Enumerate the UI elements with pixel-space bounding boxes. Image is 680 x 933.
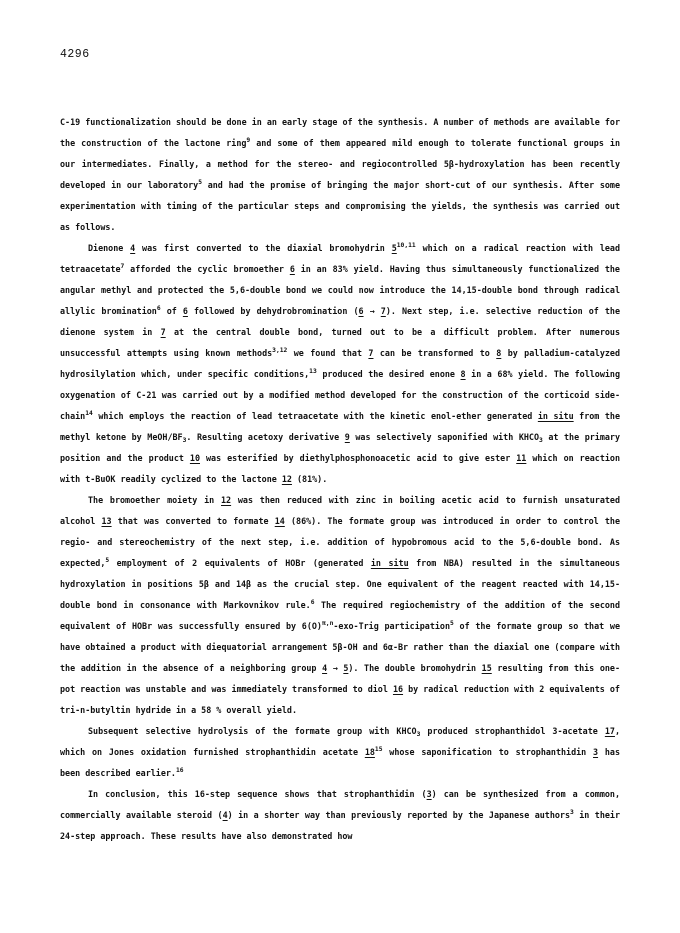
compound-number: 5 xyxy=(391,243,397,253)
compound-number: 7 xyxy=(160,327,166,337)
text-segment: produced strophanthidol 3-acetate xyxy=(420,726,605,736)
compound-number: 16 xyxy=(392,684,404,694)
compound-number: 3 xyxy=(593,747,599,757)
compound-number: 12 xyxy=(281,474,292,484)
compound-number: 10 xyxy=(189,453,200,463)
in-situ-term: in situ xyxy=(537,411,574,421)
text-segment: can be transformed to xyxy=(373,348,497,358)
text-segment: (81%). xyxy=(291,474,328,484)
paragraph-5 xyxy=(60,784,620,847)
text-segment: (86%). The formate group was introduced in order to control the regio- and stereochemistry of the next step, i.e. addition of hypobromous acid to the 5,6-double bond. As expected, xyxy=(60,516,621,568)
text-segment: from the methyl ketone by MeOH/BF xyxy=(60,411,620,442)
text-segment: The bromoether moiety in xyxy=(88,495,221,505)
text-segment: . Resulting acetoxy derivative xyxy=(186,432,345,442)
compound-number: 8 xyxy=(460,369,466,379)
paragraph-1 xyxy=(60,112,620,238)
text-segment: Dienone xyxy=(88,243,131,253)
text-segment: produced the desired enone xyxy=(316,369,461,379)
reference-marker: 5 xyxy=(198,179,202,186)
reference-marker: 7 xyxy=(120,263,125,270)
text-segment: by palladium-catalyzed hydrosilylation which, under specific conditions, xyxy=(60,348,620,379)
text-segment: The required regiochemistry of the addition of the second equivalent of HOBr was successfully ensured by 6(O) xyxy=(60,600,620,631)
reference-marker: 10,11 xyxy=(396,242,416,249)
text-segment: which on reaction with t-BuOK readily cyclized to the lactone xyxy=(60,453,620,484)
reference-marker: 5 xyxy=(450,620,454,627)
reference-marker: 15 xyxy=(374,746,383,753)
reference-marker: 14 xyxy=(85,410,93,417)
compound-number: 4 xyxy=(130,243,136,253)
reference-marker: 9 xyxy=(246,137,251,144)
text-segment: that was converted to formate xyxy=(111,516,275,526)
reference-marker: 6 xyxy=(310,599,315,606)
text-segment: ) can be synthesized from a common, commercially available steroid ( xyxy=(60,789,621,820)
text-segment: has been described earlier. xyxy=(60,747,620,778)
reference-marker: 16 xyxy=(175,767,184,774)
text-segment: and had the promise of bringing the major short-cut of our synthesis. After some experimentation with timing of the particular steps and compromising the yields, the synthesis was carried out as follows. xyxy=(60,180,621,232)
text-segment: In conclusion, this 16-step sequence shows that strophanthidin ( xyxy=(88,789,427,799)
formula-subscript: 3 xyxy=(416,731,421,738)
reference-marker: 5 xyxy=(105,557,110,564)
text-segment: ) in a shorter way than previously reported by the Japanese authors xyxy=(227,810,570,820)
text-segment: which employs the reaction of lead tetraacetate with the kinetic enol-ether generated xyxy=(92,411,538,421)
compound-number: 18 xyxy=(364,747,375,757)
text-segment: at the primary position and the product xyxy=(60,432,620,463)
text-segment: in their 24-step approach. These results have also demonstrated how xyxy=(60,810,620,841)
text-segment: of the formate group so that we have obtained a product with diequatorial arrangement 5β-OH and 6α-Br rather than the diaxial one (compare with the addition in the absence of a neighboring group xyxy=(60,621,620,673)
text-segment: afforded the cyclic bromoether xyxy=(124,264,290,274)
compound-number: 9 xyxy=(344,432,350,442)
formula-subscript: 3 xyxy=(182,437,187,444)
text-segment: of xyxy=(160,306,183,316)
page-number: 4296 xyxy=(60,48,90,61)
compound-number: 17 xyxy=(604,726,615,736)
compound-number: 7 xyxy=(368,348,374,358)
compound-number: 15 xyxy=(481,663,492,673)
compound-number: 6 xyxy=(358,306,364,316)
reference-marker: 3 xyxy=(570,809,574,816)
text-segment: C-19 functionalization should be done in an early stage of the synthesis. A number of methods are available for the construction of the lactone ring xyxy=(60,117,620,148)
reaction-arrow-icon: → xyxy=(327,663,344,673)
in-situ-term: in situ xyxy=(370,558,409,568)
text-segment: followed by dehydrobromination ( xyxy=(187,306,359,316)
text-segment: employment of 2 equivalents of HOBr (generated xyxy=(109,558,371,568)
paragraph-4 xyxy=(60,721,620,784)
formula-subscript: 3 xyxy=(539,437,543,444)
paragraph-2 xyxy=(60,238,620,490)
text-segment: was selectively saponified with KHCO xyxy=(349,432,539,442)
reference-marker: 6 xyxy=(156,305,161,312)
compound-number: 6 xyxy=(289,264,295,274)
text-segment: ). Next step, i.e. selective reduction of the dienone system in xyxy=(60,306,620,337)
reference-marker: π,n xyxy=(321,620,334,627)
text-segment: we found that xyxy=(287,348,369,358)
text-segment: at the central double bond, turned out to be a difficult problem. After numerous unsuccessful attempts using known methods xyxy=(60,327,620,358)
compound-number: 6 xyxy=(182,306,188,316)
reference-marker: 13 xyxy=(309,368,317,375)
compound-number: 4 xyxy=(322,663,328,673)
compound-number: 8 xyxy=(496,348,502,358)
text-segment: was then reduced with zinc in boiling acetic acid to furnish unsaturated alcohol xyxy=(60,495,620,526)
text-segment: in an 83% yield. Having thus simultaneously functionalized the angular methyl and protected the 5,6-double bond we could now introduce the 14,15-double bond through radical allylic bromination xyxy=(60,264,620,316)
text-segment: was esterified by diethylphosphonoacetic acid to give ester xyxy=(200,453,517,463)
compound-number: 14 xyxy=(274,516,285,526)
compound-number: 12 xyxy=(221,495,232,505)
text-segment: from NBA) resulted in the simultaneous hydroxylation in positions 5β and 14β as the crucial step. One equivalent of the reagent reacted with 14,15-double bond in consonance with Markovnikov rule. xyxy=(60,558,621,610)
reaction-arrow-icon: → xyxy=(363,306,381,316)
compound-number: 4 xyxy=(222,810,228,820)
compound-number: 11 xyxy=(516,453,527,463)
text-segment: ). The double bromohydrin xyxy=(348,663,482,673)
text-segment: -exo-Trig participation xyxy=(333,621,451,631)
text-segment: in a 68% yield. The following oxygenation of C-21 was carried out by a modified method developed for the construction of the corticoid side-chain xyxy=(60,369,620,421)
text-segment: , which on Jones oxidation furnished strophanthidin acetate xyxy=(60,726,620,757)
text-segment: and some of them appeared mild enough to tolerate functional groups in our intermediates. Finally, a method for the stereo- and regiocontrolled 5β-hydroxylation has been recently developed in our laboratory xyxy=(60,138,620,190)
article-body xyxy=(60,112,620,847)
text-segment: was first converted to the diaxial bromohydrin xyxy=(135,243,392,253)
compound-number: 3 xyxy=(426,789,432,799)
compound-number: 5 xyxy=(343,663,349,673)
text-segment: which on a radical reaction with lead tetraacetate xyxy=(60,243,621,274)
text-segment: by radical reduction with 2 equivalents of tri-n-butyltin hydride in a 58 % overall yield. xyxy=(60,684,620,715)
text-segment: whose saponification to strophanthidin xyxy=(382,747,594,757)
compound-number: 7 xyxy=(380,306,386,316)
compound-number: 13 xyxy=(101,516,112,526)
reference-marker: 3,12 xyxy=(272,347,288,354)
text-segment: resulting from this one-pot reaction was unstable and was immediately transformed to diol xyxy=(60,663,620,694)
text-segment: Subsequent selective hydrolysis of the formate group with KHCO xyxy=(88,726,417,736)
paragraph-3 xyxy=(60,490,620,721)
